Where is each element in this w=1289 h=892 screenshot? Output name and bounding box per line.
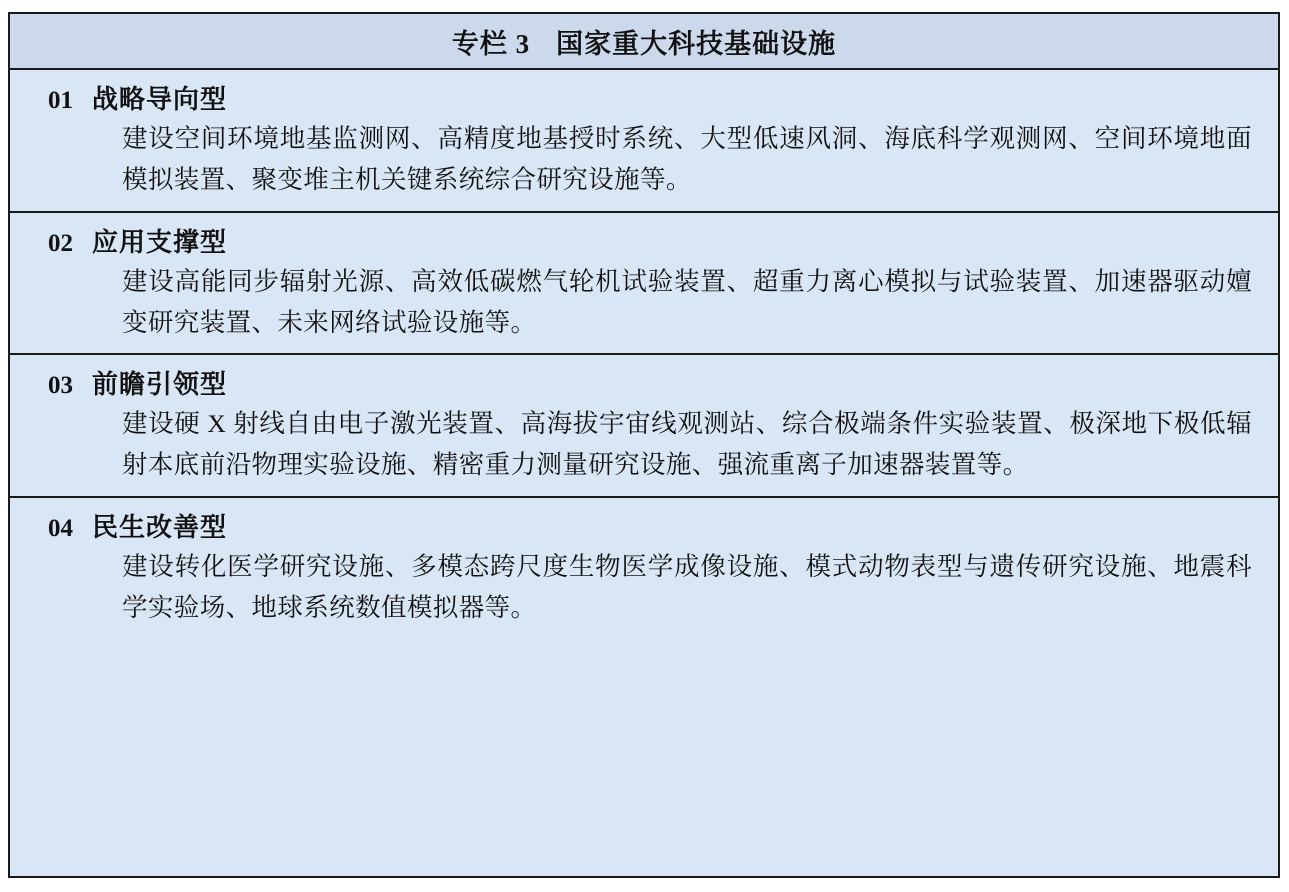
row-body-text: 建设硬 X 射线自由电子激光装置、高海拔宇宙线观测站、综合极端条件实验装置、极深地下极低辐射本底前沿物理实验设施、精密重力测量研究设施、强流重离子加速器装置等。 <box>122 409 1252 480</box>
row-header <box>30 79 1258 116</box>
table-row <box>10 213 1278 356</box>
row-header <box>30 364 1258 401</box>
row-title: 应用支撑型 <box>92 227 228 257</box>
row-body-text: 建设空间环境地基监测网、高精度地基授时系统、大型低速风洞、海底科学观测网、空间环境地面模拟装置、聚变堆主机关键系统综合研究设施等。 <box>122 124 1252 195</box>
row-title: 民生改善型 <box>92 512 228 542</box>
table-row <box>10 498 1278 639</box>
box-rows <box>10 70 1278 876</box>
row-title: 战略导向型 <box>92 85 228 114</box>
row-body-text: 建设转化医学研究设施、多模态跨尺度生物医学成像设施、模式动物表型与遗传研究设施、地震科学实验场、地球系统数值模拟器等。 <box>122 551 1252 623</box>
box-title-text: 国家重大科技基础设施 <box>556 28 837 59</box>
feature-box <box>8 12 1280 878</box>
row-number: 04 <box>48 514 73 542</box>
row-header <box>30 222 1258 259</box>
row-number: 01 <box>48 87 73 114</box>
row-number: 02 <box>48 229 73 257</box>
box-title-label: 专栏 3 <box>451 28 531 59</box>
box-title-bar <box>10 14 1278 70</box>
table-row <box>10 355 1278 498</box>
table-row <box>10 70 1278 213</box>
row-body-text: 建设高能同步辐射光源、高效低碳燃气轮机试验装置、超重力离心模拟与试验装置、加速器驱动嬗变研究装置、未来网络试验设施等。 <box>122 266 1252 337</box>
row-title: 前瞻引领型 <box>92 370 228 400</box>
row-number: 03 <box>48 372 73 400</box>
row-header <box>30 507 1258 544</box>
